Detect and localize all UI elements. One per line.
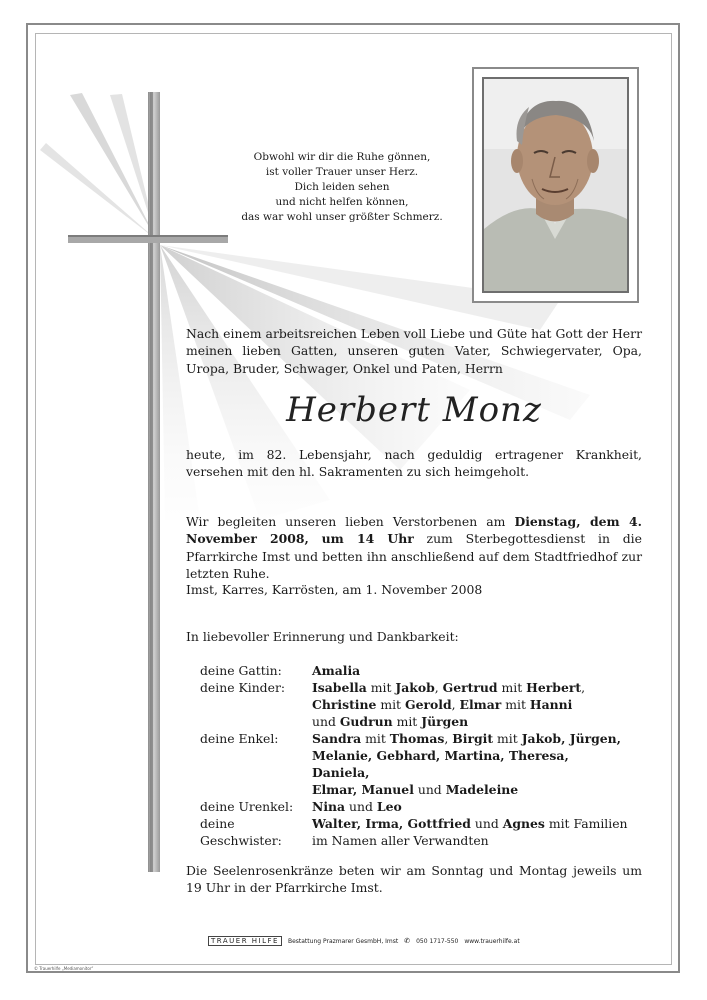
phone-number: 050 1717-550: [416, 937, 459, 945]
conjunction: mit: [392, 714, 422, 729]
partner-name: Thomas: [389, 731, 445, 746]
website-link[interactable]: www.trauerhilfe.at: [464, 937, 520, 945]
poem-line: und nicht helfen können,: [275, 196, 409, 208]
grandchildren-label: deine Enkel:: [200, 731, 279, 746]
child-name: Elmar: [459, 697, 502, 712]
conjunction: und: [413, 782, 446, 797]
family-row-children: [200, 679, 630, 730]
sibling-names: Walter, Irma, Gottfried: [312, 816, 471, 831]
relatives-line: im Namen aller Verwandten: [312, 833, 489, 848]
partner-name: Jakob, Jürgen,: [521, 731, 621, 746]
great-grandchildren-label: deine Urenkel:: [200, 799, 294, 814]
partner-name: Hanni: [529, 697, 573, 712]
portrait-photo: [482, 77, 629, 293]
sibling-name: Agnes: [502, 816, 545, 831]
conjunction: und: [470, 816, 503, 831]
family-row-siblings: [200, 815, 630, 849]
portrait-frame: [472, 67, 639, 303]
family-row-great-grandchildren: [200, 798, 630, 815]
great-grandchild-name: Nina: [312, 799, 346, 814]
memory-line: In liebevoller Erinnerung und Dankbarkeit:: [186, 629, 459, 644]
great-grandchild-name: Leo: [376, 799, 402, 814]
trauerhilfe-logo: TRAUER HILFE: [208, 936, 282, 946]
poem: [232, 150, 452, 225]
wife-label: deine Gattin:: [200, 663, 282, 678]
grandchild-name: Madeleine: [445, 782, 519, 797]
phone-icon: ✆: [404, 937, 411, 945]
grandchildren-names: [312, 730, 630, 798]
conjunction: mit: [361, 731, 390, 746]
conjunction: und: [345, 799, 377, 814]
grandchild-name: Sandra: [312, 731, 362, 746]
poem-line: Obwohl wir dir die Ruhe gönnen,: [253, 151, 431, 163]
death-text: heute, im 82. Lebensjahr, nach geduldig ertragener Krankheit, versehen mit den hl. Sakramenten zu sich heimgeholt.: [186, 447, 642, 480]
conjunction: mit: [501, 697, 530, 712]
wife-name: Amalia: [312, 663, 361, 678]
child-name: Christine: [312, 697, 377, 712]
intro-text: Nach einem arbeitsreichen Leben voll Liebe und Güte hat Gott der Herr meinen lieben Gatten, unseren guten Vater, Schwiegervater, Opa, Uropa, Bruder, Schwager, Onkel und Paten, Herrn: [186, 326, 642, 376]
funeral-text: [186, 513, 642, 583]
grandchildren-line: Melanie, Gebhard, Martina, Theresa, Daniela,: [312, 748, 569, 780]
rosary-text: Die Seelenrosenkränze beten wir am Sonntag und Montag jeweils um 19 Uhr in der Pfarrkirche Imst.: [186, 863, 642, 896]
company-name: Bestattung Prazmarer GesmbH, Imst: [287, 937, 399, 945]
children-names: [312, 679, 630, 730]
grandchild-name: Birgit: [452, 731, 494, 746]
deceased-name: Herbert Monz: [286, 390, 542, 430]
grandchild-name: Elmar, Manuel: [312, 782, 414, 797]
partner-name: Herbert: [526, 680, 582, 695]
siblings-label: deine Geschwister:: [200, 816, 282, 848]
funeral-text-part: zum Sterbegottesdienst in die Pfarrkirche Imst und betten ihn anschließend auf dem Stadtfriedhof zur letzten Ruhe.: [186, 531, 642, 582]
children-label: deine Kinder:: [200, 680, 286, 695]
family-row-wife: [200, 662, 630, 679]
family-list: [200, 662, 630, 849]
conjunction: mit: [493, 731, 522, 746]
great-grandchildren-names: [312, 798, 630, 815]
footer: [208, 936, 520, 946]
separator: ,: [581, 680, 586, 695]
conjunction: mit: [366, 680, 396, 695]
siblings-names: [312, 815, 630, 849]
poem-line: Dich leiden sehen: [294, 181, 390, 193]
separator: ,: [451, 697, 460, 712]
child-name: Gertrud: [442, 680, 498, 695]
separator: ,: [444, 731, 453, 746]
partner-name: Jakob: [395, 680, 435, 695]
conjunction: mit: [376, 697, 405, 712]
child-name: Gudrun: [339, 714, 393, 729]
partner-name: Gerold: [404, 697, 452, 712]
funeral-text-part: Wir begleiten unseren lieben Verstorbenen am: [186, 514, 515, 529]
family-row-grandchildren: [200, 730, 630, 798]
siblings-suffix: mit Familien: [544, 816, 628, 831]
conjunction: mit: [497, 680, 527, 695]
conjunction: und: [312, 714, 340, 729]
place-date: Imst, Karres, Karrösten, am 1. November 2008: [186, 582, 483, 597]
partner-name: Jürgen: [421, 714, 469, 729]
funeral-text-part: [309, 531, 322, 546]
copyright-note: © Trauerhilfe „Mediamonitor“: [34, 966, 94, 971]
funeral-time: um 14 Uhr: [321, 531, 414, 547]
child-name: Isabella: [312, 680, 367, 695]
separator: ,: [434, 680, 443, 695]
poem-line: das war wohl unser größter Schmerz.: [241, 211, 443, 223]
funeral-date: Dienstag, dem 4. November 2008,: [186, 514, 642, 547]
poem-line: ist voller Trauer unser Herz.: [265, 166, 419, 178]
